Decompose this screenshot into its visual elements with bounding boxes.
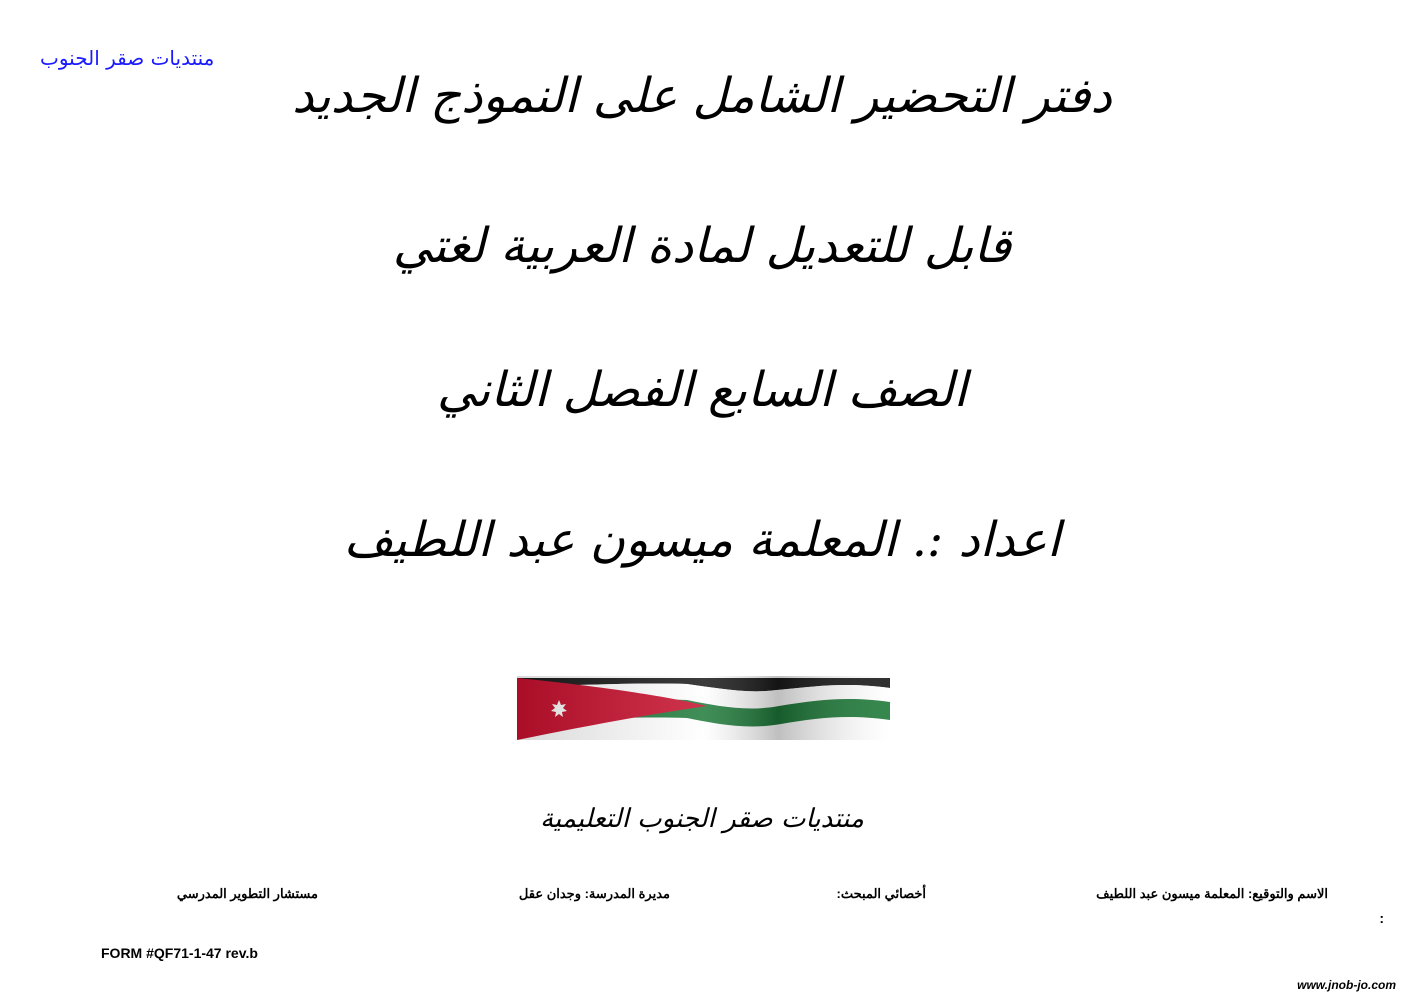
jordan-flag-image (517, 676, 890, 740)
site-url: www.jnob-jo.com (1297, 978, 1396, 992)
title-line-4: اعداد :. المعلمة ميسون عبد اللطيف (343, 512, 1061, 568)
colon-mark: : (1379, 910, 1384, 926)
signature-principal-field: مديرة المدرسة: وجدان عقل (518, 886, 670, 901)
forum-subtitle: منتديات صقر الجنوب التعليمية (540, 804, 864, 834)
jordan-flag-icon (517, 676, 890, 740)
form-code: FORM #QF71-1-47 rev.b (101, 945, 258, 961)
signature-specialist-field: أخصائي المبحث: (836, 886, 926, 901)
signature-name-field: الاسم والتوقيع: المعلمة ميسون عبد اللطيف (1096, 886, 1328, 901)
title-line-2: قابل للتعديل لمادة العربية لغتي (392, 218, 1012, 274)
title-line-3: الصف السابع الفصل الثاني (436, 362, 967, 418)
signature-consultant-field: مستشار التطوير المدرسي (176, 886, 318, 901)
title-line-1: دفتر التحضير الشامل على النموذج الجديد (292, 68, 1112, 124)
forum-watermark: منتديات صقر الجنوب (40, 46, 215, 70)
